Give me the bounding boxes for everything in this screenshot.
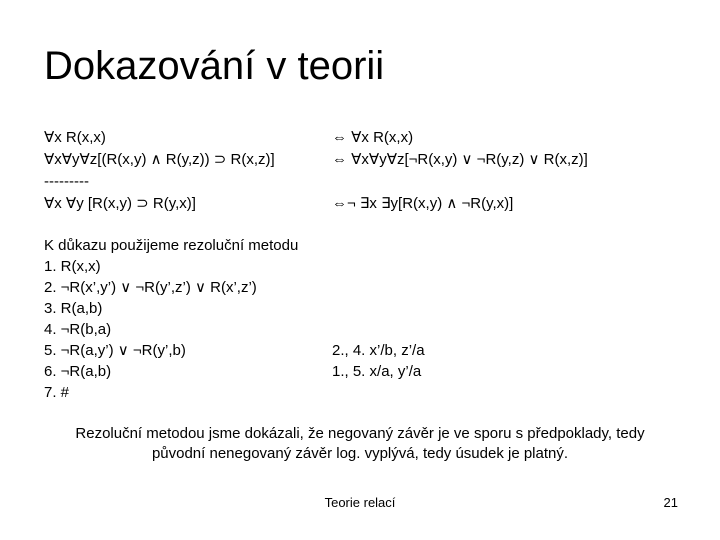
proof-step-3: 3. R(a,b) (44, 300, 103, 317)
equivalent-transitivity: ⇔ ∀x∀y∀z[¬R(x,y) ∨ ¬R(y,z) ∨ R(x,z)] (332, 151, 588, 168)
conclusion-line-2: původní nenegovaný závěr log. vyplývá, tedy úsudek je platný. (151, 445, 569, 462)
proof-step-2: 2. ¬R(x’,y’) ∨ ¬R(y’,z’) ∨ R(x’,z’) (44, 279, 257, 296)
page-number: 21 (663, 495, 678, 510)
proof-intro: K důkazu použijeme rezoluční metodu (44, 237, 299, 254)
proof-step-5: 5. ¬R(a,y’) ∨ ¬R(y’,b) (44, 342, 186, 359)
premise-transitivity: ∀x∀y∀z[(R(x,y) ∧ R(y,z)) ⊃ R(x,z)] (44, 151, 275, 168)
premise-separator: --------- (44, 173, 89, 190)
substitution-step-6: 1., 5. x/a, y’/a (332, 363, 422, 380)
equivalent-reflexivity: ⇔ ∀x R(x,x) (332, 129, 414, 146)
proof-step-1: 1. R(x,x) (44, 258, 101, 275)
conclusion-symmetry: ∀x ∀y [R(x,y) ⊃ R(y,x)] (44, 195, 196, 212)
conclusion-line-1: Rezoluční metodou jsme dokázali, že negovaný závěr je ve sporu s předpoklady, tedy (75, 425, 645, 442)
proof-step-7: 7. # (44, 384, 70, 401)
slide-title: Dokazování v teorii (44, 44, 385, 88)
substitution-step-5: 2., 4. x’/b, z’/a (332, 342, 425, 359)
proof-step-4: 4. ¬R(b,a) (44, 321, 112, 338)
proof-step-6: 6. ¬R(a,b) (44, 363, 112, 380)
negated-conclusion: ⇔¬ ∃x ∃y[R(x,y) ∧ ¬R(y,x)] (332, 195, 514, 212)
footer-label: Teorie relací (324, 495, 396, 510)
premise-reflexivity: ∀x R(x,x) (44, 129, 106, 146)
